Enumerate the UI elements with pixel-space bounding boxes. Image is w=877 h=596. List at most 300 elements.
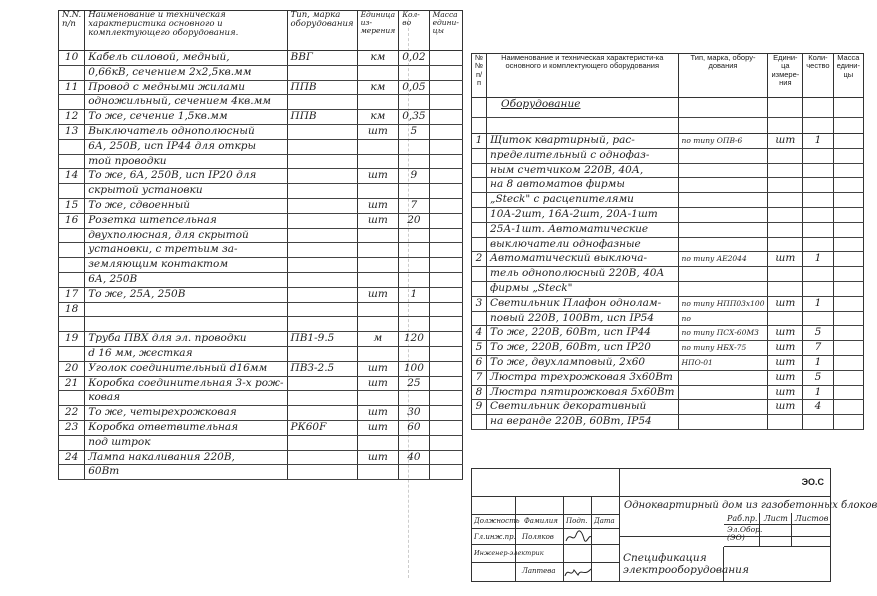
table-row xyxy=(59,51,463,66)
left-header-type: Тип, марка оборудования xyxy=(287,11,357,51)
cell-type xyxy=(287,169,357,184)
signature-1 xyxy=(564,529,592,545)
right-header-mass: Масса едини-цы xyxy=(833,54,863,98)
cell-type: по типу ОПВ-6 xyxy=(678,134,768,149)
cell-mass xyxy=(429,51,462,66)
cell-type xyxy=(287,317,357,332)
cell-mass xyxy=(429,169,462,184)
cell-name: Коробка ответвительная xyxy=(85,420,287,435)
cell-unit xyxy=(768,178,803,193)
cell-type xyxy=(287,391,357,406)
cell-qty xyxy=(803,311,833,326)
cell-mass xyxy=(429,184,462,199)
cell-name: Коробка соединительная 3-х рож- xyxy=(85,376,287,391)
table-row xyxy=(59,450,463,465)
cell-name: 6А, 250В, исп IP44 для откры xyxy=(85,139,287,154)
cell-unit xyxy=(357,184,399,199)
left-header-mass: Масса едини-цы xyxy=(429,11,462,51)
cell-name: на веранде 220В, 60Вт, IP54 xyxy=(487,415,678,430)
cell-type xyxy=(287,95,357,110)
cell-qty: 120 xyxy=(399,332,429,347)
cell-qty xyxy=(399,184,429,199)
cell-mass xyxy=(833,178,863,193)
right-spec-table xyxy=(471,53,864,430)
cell-unit: км xyxy=(357,80,399,95)
stamp-role-2: Инженер-электрик xyxy=(472,545,516,563)
cell-qty xyxy=(803,281,833,296)
cell-name: 10А-2шт, 16А-2шт, 20А-1шт xyxy=(487,207,678,222)
cell-qty: 1 xyxy=(803,355,833,370)
cell-num: 5 xyxy=(472,341,487,356)
cell-name: Автоматический выключа- xyxy=(487,252,678,267)
cell-type xyxy=(287,376,357,391)
table-row xyxy=(59,80,463,95)
cell-num xyxy=(472,237,487,252)
cell-mass xyxy=(429,65,462,80)
cell-name: той проводки xyxy=(85,154,287,169)
cell-mass xyxy=(429,243,462,258)
cell-num xyxy=(59,391,85,406)
cell-unit: шт xyxy=(768,355,803,370)
cell-num xyxy=(472,207,487,222)
cell-num: 19 xyxy=(59,332,85,347)
cell-unit xyxy=(357,95,399,110)
cell-name: То же, 220В, 60Вт, исп IP44 xyxy=(487,326,678,341)
left-header-row xyxy=(59,11,463,51)
table-row xyxy=(59,406,463,421)
cell-num: 24 xyxy=(59,450,85,465)
cell-qty xyxy=(803,267,833,282)
cell-num xyxy=(59,317,85,332)
left-spec-table xyxy=(58,10,463,480)
cell-type: ППВ xyxy=(287,80,357,95)
table-row xyxy=(472,163,864,178)
cell-unit: шт xyxy=(357,213,399,228)
cell-type xyxy=(287,184,357,199)
table-row xyxy=(472,400,864,415)
cell-qty xyxy=(803,163,833,178)
cell-name: То же, 25А, 250В xyxy=(85,287,287,302)
stamp-col-role: Должность xyxy=(472,515,516,529)
cell-type xyxy=(287,154,357,169)
cell-name: ковая xyxy=(85,391,287,406)
cell-mass xyxy=(429,346,462,361)
cell-num: 9 xyxy=(472,400,487,415)
cell-unit xyxy=(357,272,399,287)
table-row xyxy=(59,435,463,450)
signature-1-icon xyxy=(564,529,592,545)
cell-name: То же, четырехрожковая xyxy=(85,406,287,421)
cell-unit xyxy=(768,415,803,430)
cell-num: 8 xyxy=(472,385,487,400)
cell-mass xyxy=(833,370,863,385)
table-row xyxy=(59,361,463,376)
cell-type: НПО-01 xyxy=(678,355,768,370)
cell-num: 7 xyxy=(472,370,487,385)
cell-name: на 8 автоматов фирмы xyxy=(487,178,678,193)
cell-name: 0,66кВ, сечением 2х2,5кв.мм xyxy=(85,65,287,80)
cell-type: ПВ1-9.5 xyxy=(287,332,357,347)
cell-name: Люстра пятирожковая 5x60Вт xyxy=(487,385,678,400)
table-row xyxy=(59,124,463,139)
cell-unit xyxy=(357,258,399,273)
table-row xyxy=(59,465,463,480)
right-header-num: №№ п/п xyxy=(472,54,487,98)
cell-mass xyxy=(429,391,462,406)
cell-mass xyxy=(833,207,863,222)
table-row xyxy=(472,267,864,282)
cell-type: по типу AE2044 xyxy=(678,252,768,267)
cell-name: Светильник Плафон однолам- xyxy=(487,296,678,311)
cell-unit xyxy=(357,435,399,450)
cell-mass xyxy=(833,222,863,237)
cell-unit: шт xyxy=(768,385,803,400)
cell-name: То же, 6А, 250В, исп IP20 для xyxy=(85,169,287,184)
cell-qty: 5 xyxy=(803,370,833,385)
cell-num: 10 xyxy=(59,51,85,66)
table-row xyxy=(59,317,463,332)
cell-num xyxy=(472,163,487,178)
cell-qty: 1 xyxy=(803,296,833,311)
cell-mass xyxy=(429,332,462,347)
cell-name: скрытой установки xyxy=(85,184,287,199)
cell-type xyxy=(678,415,768,430)
table-row xyxy=(59,243,463,258)
cell-num xyxy=(472,267,487,282)
cell-mass xyxy=(429,406,462,421)
cell-name: земляющим контактом xyxy=(85,258,287,273)
section-title: Оборудование xyxy=(487,98,678,118)
cell-unit: шт xyxy=(357,420,399,435)
table-row xyxy=(472,415,864,430)
cell-name: Провод с медными жилами xyxy=(85,80,287,95)
cell-mass xyxy=(429,465,462,480)
cell-mass xyxy=(833,134,863,149)
cell-mass xyxy=(429,302,462,317)
document-title xyxy=(620,547,749,581)
cell-num xyxy=(59,65,85,80)
left-header-qty: Кол-во xyxy=(399,11,429,51)
cell-type xyxy=(287,346,357,361)
cell-unit xyxy=(357,317,399,332)
cell-qty: 1 xyxy=(803,134,833,149)
cell-qty: 0,35 xyxy=(399,110,429,125)
cell-qty xyxy=(399,391,429,406)
table-row xyxy=(472,326,864,341)
table-row xyxy=(472,296,864,311)
cell-type xyxy=(287,435,357,450)
cell-name: Кабель силовой, медный, xyxy=(85,51,287,66)
cell-qty xyxy=(399,302,429,317)
stamp-role-1: Гл.инж.пр. xyxy=(472,529,516,545)
cell-num xyxy=(472,222,487,237)
cell-unit: шт xyxy=(768,370,803,385)
cell-unit xyxy=(357,346,399,361)
cell-unit xyxy=(357,228,399,243)
table-row xyxy=(472,237,864,252)
cell-unit: шт xyxy=(357,406,399,421)
table-row xyxy=(59,287,463,302)
cell-name: Уголок соединительный d16мм xyxy=(85,361,287,376)
cell-mass xyxy=(429,213,462,228)
cell-num xyxy=(59,465,85,480)
table-row xyxy=(59,228,463,243)
cell-type xyxy=(678,281,768,296)
cell-num xyxy=(59,272,85,287)
table-row xyxy=(472,207,864,222)
cell-unit xyxy=(357,139,399,154)
cell-num: 3 xyxy=(472,296,487,311)
cell-num xyxy=(59,184,85,199)
cell-unit: шт xyxy=(768,252,803,267)
cell-name: Труба ПВХ для эл. проводки xyxy=(85,332,287,347)
cell-qty xyxy=(803,148,833,163)
cell-name: ным счетчиком 220В, 40А, xyxy=(487,163,678,178)
cell-num: 11 xyxy=(59,80,85,95)
cell-name: То же, сдвоенный xyxy=(85,198,287,213)
cell-name: Люстра трехрожковая 3x60Вт xyxy=(487,370,678,385)
cell-qty: 7 xyxy=(803,341,833,356)
cell-num: 15 xyxy=(59,198,85,213)
cell-mass xyxy=(833,385,863,400)
cell-mass xyxy=(833,237,863,252)
cell-num: 22 xyxy=(59,406,85,421)
stage-value: Эл.Обор. (ЭО) xyxy=(724,525,760,547)
cell-mass xyxy=(833,148,863,163)
cell-unit: шт xyxy=(357,124,399,139)
stamp-col-date: Дата xyxy=(592,515,620,529)
right-header-row xyxy=(472,54,864,98)
cell-mass xyxy=(429,450,462,465)
cell-unit: шт xyxy=(768,400,803,415)
table-row xyxy=(59,213,463,228)
cell-mass xyxy=(429,110,462,125)
sheet-label: Лист xyxy=(760,513,792,525)
cell-type xyxy=(287,287,357,302)
cell-type xyxy=(287,258,357,273)
cell-name: выключатели однофазные xyxy=(487,237,678,252)
table-row xyxy=(59,302,463,317)
table-row xyxy=(472,311,864,326)
cell-name: d 16 мм, жесткая xyxy=(85,346,287,361)
cell-qty: 40 xyxy=(399,450,429,465)
cell-unit xyxy=(768,311,803,326)
table-row xyxy=(472,385,864,400)
table-row xyxy=(59,65,463,80)
cell-unit xyxy=(357,154,399,169)
project-name: Одноквартирный дом из газобетонных блоков xyxy=(620,497,830,537)
cell-unit xyxy=(768,163,803,178)
cell-qty: 60 xyxy=(399,420,429,435)
cell-unit: шт xyxy=(357,450,399,465)
cell-type xyxy=(287,139,357,154)
cell-qty xyxy=(399,65,429,80)
cell-name: 25А-1шт. Автоматические xyxy=(487,222,678,237)
signature-2 xyxy=(564,563,592,581)
cell-name: Щиток квартирный, рас- xyxy=(487,134,678,149)
cell-mass xyxy=(429,124,462,139)
table-row xyxy=(59,110,463,125)
cell-unit xyxy=(357,302,399,317)
cell-mass xyxy=(833,252,863,267)
cell-num: 18 xyxy=(59,302,85,317)
cell-type xyxy=(678,222,768,237)
cell-qty xyxy=(399,346,429,361)
cell-qty: 20 xyxy=(399,213,429,228)
cell-type: ППВ xyxy=(287,110,357,125)
cell-unit: шт xyxy=(768,341,803,356)
cell-mass xyxy=(833,341,863,356)
cell-type xyxy=(287,124,357,139)
cell-unit xyxy=(768,267,803,282)
cell-qty xyxy=(399,272,429,287)
cell-mass xyxy=(429,198,462,213)
cell-num xyxy=(472,178,487,193)
cell-type xyxy=(287,450,357,465)
cell-qty xyxy=(803,178,833,193)
cell-num: 21 xyxy=(59,376,85,391)
title-block xyxy=(471,468,877,582)
cell-unit: шт xyxy=(357,361,399,376)
cell-mass xyxy=(429,139,462,154)
cell-num: 16 xyxy=(59,213,85,228)
cell-mass xyxy=(429,80,462,95)
cell-name: Светильник декоративный xyxy=(487,400,678,415)
table-row xyxy=(59,198,463,213)
cell-qty: 30 xyxy=(399,406,429,421)
cell-type xyxy=(287,302,357,317)
cell-num xyxy=(59,95,85,110)
table-row xyxy=(59,184,463,199)
cell-num xyxy=(472,415,487,430)
table-row xyxy=(59,346,463,361)
cell-num: 13 xyxy=(59,124,85,139)
cell-qty xyxy=(399,154,429,169)
table-row xyxy=(472,178,864,193)
cell-qty: 5 xyxy=(803,326,833,341)
cell-name: пределительный с однофаз- xyxy=(487,148,678,163)
cell-unit xyxy=(357,391,399,406)
cell-qty: 1 xyxy=(399,287,429,302)
left-header-name: Наименование и техническая характеристика основного и комплектующего оборудования. xyxy=(85,11,287,51)
cell-mass xyxy=(833,193,863,208)
cell-unit: шт xyxy=(357,376,399,391)
document-title-line-2: электрооборудования xyxy=(623,564,749,577)
cell-mass xyxy=(429,154,462,169)
table-row xyxy=(472,355,864,370)
cell-unit xyxy=(357,65,399,80)
cell-mass xyxy=(429,258,462,273)
cell-type xyxy=(287,465,357,480)
stamp-col-name: Фамилия xyxy=(516,515,564,529)
table-row xyxy=(59,332,463,347)
cell-type xyxy=(678,163,768,178)
cell-mass xyxy=(833,311,863,326)
table-row xyxy=(59,95,463,110)
cell-qty xyxy=(399,95,429,110)
cell-num: 2 xyxy=(472,252,487,267)
table-row xyxy=(472,370,864,385)
cell-num: 14 xyxy=(59,169,85,184)
cell-unit xyxy=(768,281,803,296)
cell-type: по типу НБХ-75 xyxy=(678,341,768,356)
cell-qty: 7 xyxy=(399,198,429,213)
cell-unit: шт xyxy=(357,287,399,302)
cell-unit: км xyxy=(357,110,399,125)
cell-qty xyxy=(399,435,429,450)
cell-name: Розетка штепсельная xyxy=(85,213,287,228)
stamp-col-sign: Подп. xyxy=(564,515,592,529)
cell-mass xyxy=(429,376,462,391)
cell-type xyxy=(678,400,768,415)
cell-mass xyxy=(833,296,863,311)
cell-name: одножильный, сечением 4кв.мм xyxy=(85,95,287,110)
cell-num: 12 xyxy=(59,110,85,125)
cell-unit xyxy=(357,243,399,258)
cell-mass xyxy=(833,281,863,296)
cell-mass xyxy=(833,400,863,415)
cell-num xyxy=(472,281,487,296)
right-header-name: Наименование и техническая характеристи-ка основного и комплектующего оборудования xyxy=(487,54,678,98)
cell-qty: 4 xyxy=(803,400,833,415)
cell-type xyxy=(287,213,357,228)
cell-qty xyxy=(803,415,833,430)
cell-name: повый 220В, 100Вт, исп IP54 xyxy=(487,311,678,326)
cell-unit: м xyxy=(357,332,399,347)
right-table-body xyxy=(472,134,864,430)
cell-mass xyxy=(429,361,462,376)
stamp-name-2: Лаптева xyxy=(516,563,564,581)
cell-qty xyxy=(803,193,833,208)
table-row xyxy=(59,376,463,391)
cell-mass xyxy=(833,163,863,178)
table-row xyxy=(472,222,864,237)
table-row xyxy=(472,134,864,149)
cell-qty: 1 xyxy=(803,385,833,400)
cell-qty: 9 xyxy=(399,169,429,184)
left-header-num: N.N. п/п xyxy=(59,11,85,51)
cell-name: тель однополюсный 220В, 40А xyxy=(487,267,678,282)
cell-type xyxy=(287,65,357,80)
cell-type xyxy=(678,385,768,400)
cell-unit xyxy=(768,148,803,163)
cell-qty xyxy=(399,258,429,273)
cell-name xyxy=(85,317,287,332)
cell-mass xyxy=(833,415,863,430)
table-row xyxy=(472,281,864,296)
cell-qty: 100 xyxy=(399,361,429,376)
cell-name: Выключатель однополюсный xyxy=(85,124,287,139)
cell-mass xyxy=(429,95,462,110)
cell-num: 4 xyxy=(472,326,487,341)
table-row xyxy=(59,272,463,287)
cell-name: фирмы „Steck" xyxy=(487,281,678,296)
cell-name: двухполюсная, для скрытой xyxy=(85,228,287,243)
table-row xyxy=(59,258,463,273)
cell-unit: шт xyxy=(357,169,399,184)
cell-num xyxy=(59,346,85,361)
cell-unit: шт xyxy=(768,134,803,149)
cell-type: по xyxy=(678,311,768,326)
cell-num xyxy=(59,243,85,258)
cell-num xyxy=(59,154,85,169)
cell-name: То же, сечение 1,5кв.мм xyxy=(85,110,287,125)
cell-name: 60Вт xyxy=(85,465,287,480)
table-row xyxy=(472,148,864,163)
stage-label: Раб.пр. xyxy=(724,513,760,525)
cell-unit xyxy=(768,207,803,222)
right-header-qty: Коли-чество xyxy=(803,54,833,98)
